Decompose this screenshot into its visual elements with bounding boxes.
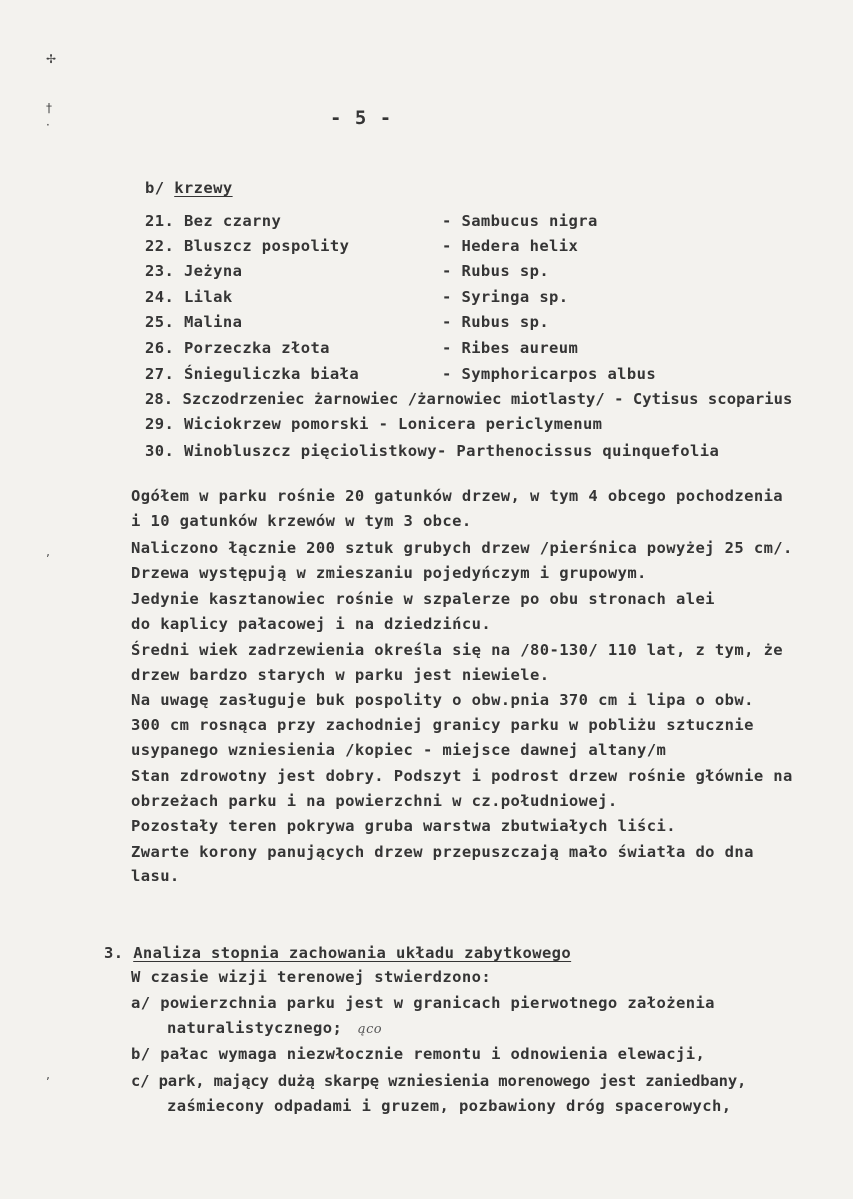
paragraph-line: i 10 gatunków krzewów w tym 3 obce. — [131, 512, 472, 530]
paragraph-line: drzew bardzo starych w parku jest niewiele. — [131, 666, 550, 684]
section-3-heading — [104, 943, 571, 963]
list-item: c/ park, mający dużą skarpę wzniesienia morenowego jest zaniedbany, — [131, 1072, 747, 1090]
paragraph-line: Ogółem w parku rośnie 20 gatunków drzew, w tym 4 obcego pochodzenia — [131, 487, 784, 505]
margin-mark: ✢ — [46, 52, 57, 66]
list-item: 28. Szczodrzeniec żarnowiec /żarnowiec miotlasty/ - Cytisus scoparius — [145, 390, 793, 408]
list-item-continuation: naturalistycznego; ąco — [167, 1019, 382, 1037]
paragraph-line: Naliczono łącznie 200 sztuk grubych drzew /pierśnica powyżej 25 cm/. — [131, 539, 793, 557]
section-b-heading — [145, 178, 233, 198]
paragraph-line: Pozostały teren pokrywa gruba warstwa zbutwiałych liści. — [131, 817, 676, 835]
list-item: 22. Bluszcz pospolity — [145, 237, 350, 255]
item-label: b/ — [131, 1045, 151, 1063]
handwritten-correction: ąco — [357, 1022, 382, 1037]
list-item: 25. Malina — [145, 313, 243, 331]
list-item: 27. Śnieguliczka biała — [145, 365, 360, 383]
list-item: 23. Jeżyna — [145, 262, 243, 280]
latin-name: - Rubus sp. — [442, 262, 550, 280]
paragraph-line: Średni wiek zadrzewienia określa się na /80-130/ 110 lat, z tym, że — [131, 641, 784, 659]
paragraph-line: usypanego wzniesienia /kopiec - miejsce dawnej altany/m — [131, 741, 667, 759]
page-number: - 5 - — [330, 107, 393, 129]
list-item: 21. Bez czarny — [145, 212, 282, 230]
latin-name: - Sambucus nigra — [442, 212, 598, 230]
margin-mark: † — [46, 101, 52, 115]
section-b-title: krzewy — [174, 179, 233, 197]
paragraph-line: 300 cm rosnąca przy zachodniej granicy parku w pobliżu sztucznie — [131, 716, 754, 734]
paragraph-line: lasu. — [131, 867, 180, 885]
paragraph-line: Na uwagę zasługuje buk pospolity o obw.pnia 370 cm i lipa o obw. — [131, 691, 754, 709]
section-3-title: Analiza stopnia zachowania układu zabytkowego — [133, 944, 572, 962]
list-item: 24. Lilak — [145, 288, 233, 306]
paragraph-line: Stan zdrowotny jest dobry. Podszyt i podrost drzew rośnie głównie na — [131, 767, 793, 785]
latin-name: - Hedera helix — [442, 237, 579, 255]
margin-mark: ʼ — [46, 1075, 50, 1089]
list-item-continuation: zaśmiecony odpadami i gruzem, pozbawiony dróg spacerowych, — [167, 1097, 732, 1115]
paragraph-line: Drzewa występują w zmieszaniu pojedyńczym i grupowym. — [131, 564, 647, 582]
list-item: b/ pałac wymaga niezwłocznie remontu i odnowienia elewacji, — [131, 1045, 706, 1063]
section-3-intro: W czasie wizji terenowej stwierdzono: — [131, 968, 492, 986]
paragraph-line: do kaplicy pałacowej i na dziedzińcu. — [131, 615, 492, 633]
list-item: a/ powierzchnia parku jest w granicach pierwotnego założenia — [131, 994, 715, 1012]
item-label: a/ — [131, 994, 151, 1012]
paragraph-line: Zwarte korony panujących drzew przepuszczają mało światła do dna — [131, 843, 754, 861]
section-b-prefix: b/ — [145, 179, 165, 197]
margin-mark: · — [46, 118, 50, 132]
list-item: 30. Winobluszcz pięciolistkowy- Parthenocissus quinquefolia — [145, 442, 720, 460]
list-item: 26. Porzeczka złota — [145, 339, 330, 357]
margin-mark: ʼ — [46, 552, 50, 566]
latin-name: - Syringa sp. — [442, 288, 569, 306]
section-3-number: 3. — [104, 944, 124, 962]
latin-name: - Symphoricarpos albus — [442, 365, 657, 383]
latin-name: - Rubus sp. — [442, 313, 550, 331]
latin-name: - Ribes aureum — [442, 339, 579, 357]
list-item: 29. Wiciokrzew pomorski - Lonicera periclymenum — [145, 415, 603, 433]
paragraph-line: obrzeżach parku i na powierzchni w cz.południowej. — [131, 792, 618, 810]
paragraph-line: Jedynie kasztanowiec rośnie w szpalerze po obu stronach alei — [131, 590, 715, 608]
item-label: c/ — [131, 1072, 150, 1090]
